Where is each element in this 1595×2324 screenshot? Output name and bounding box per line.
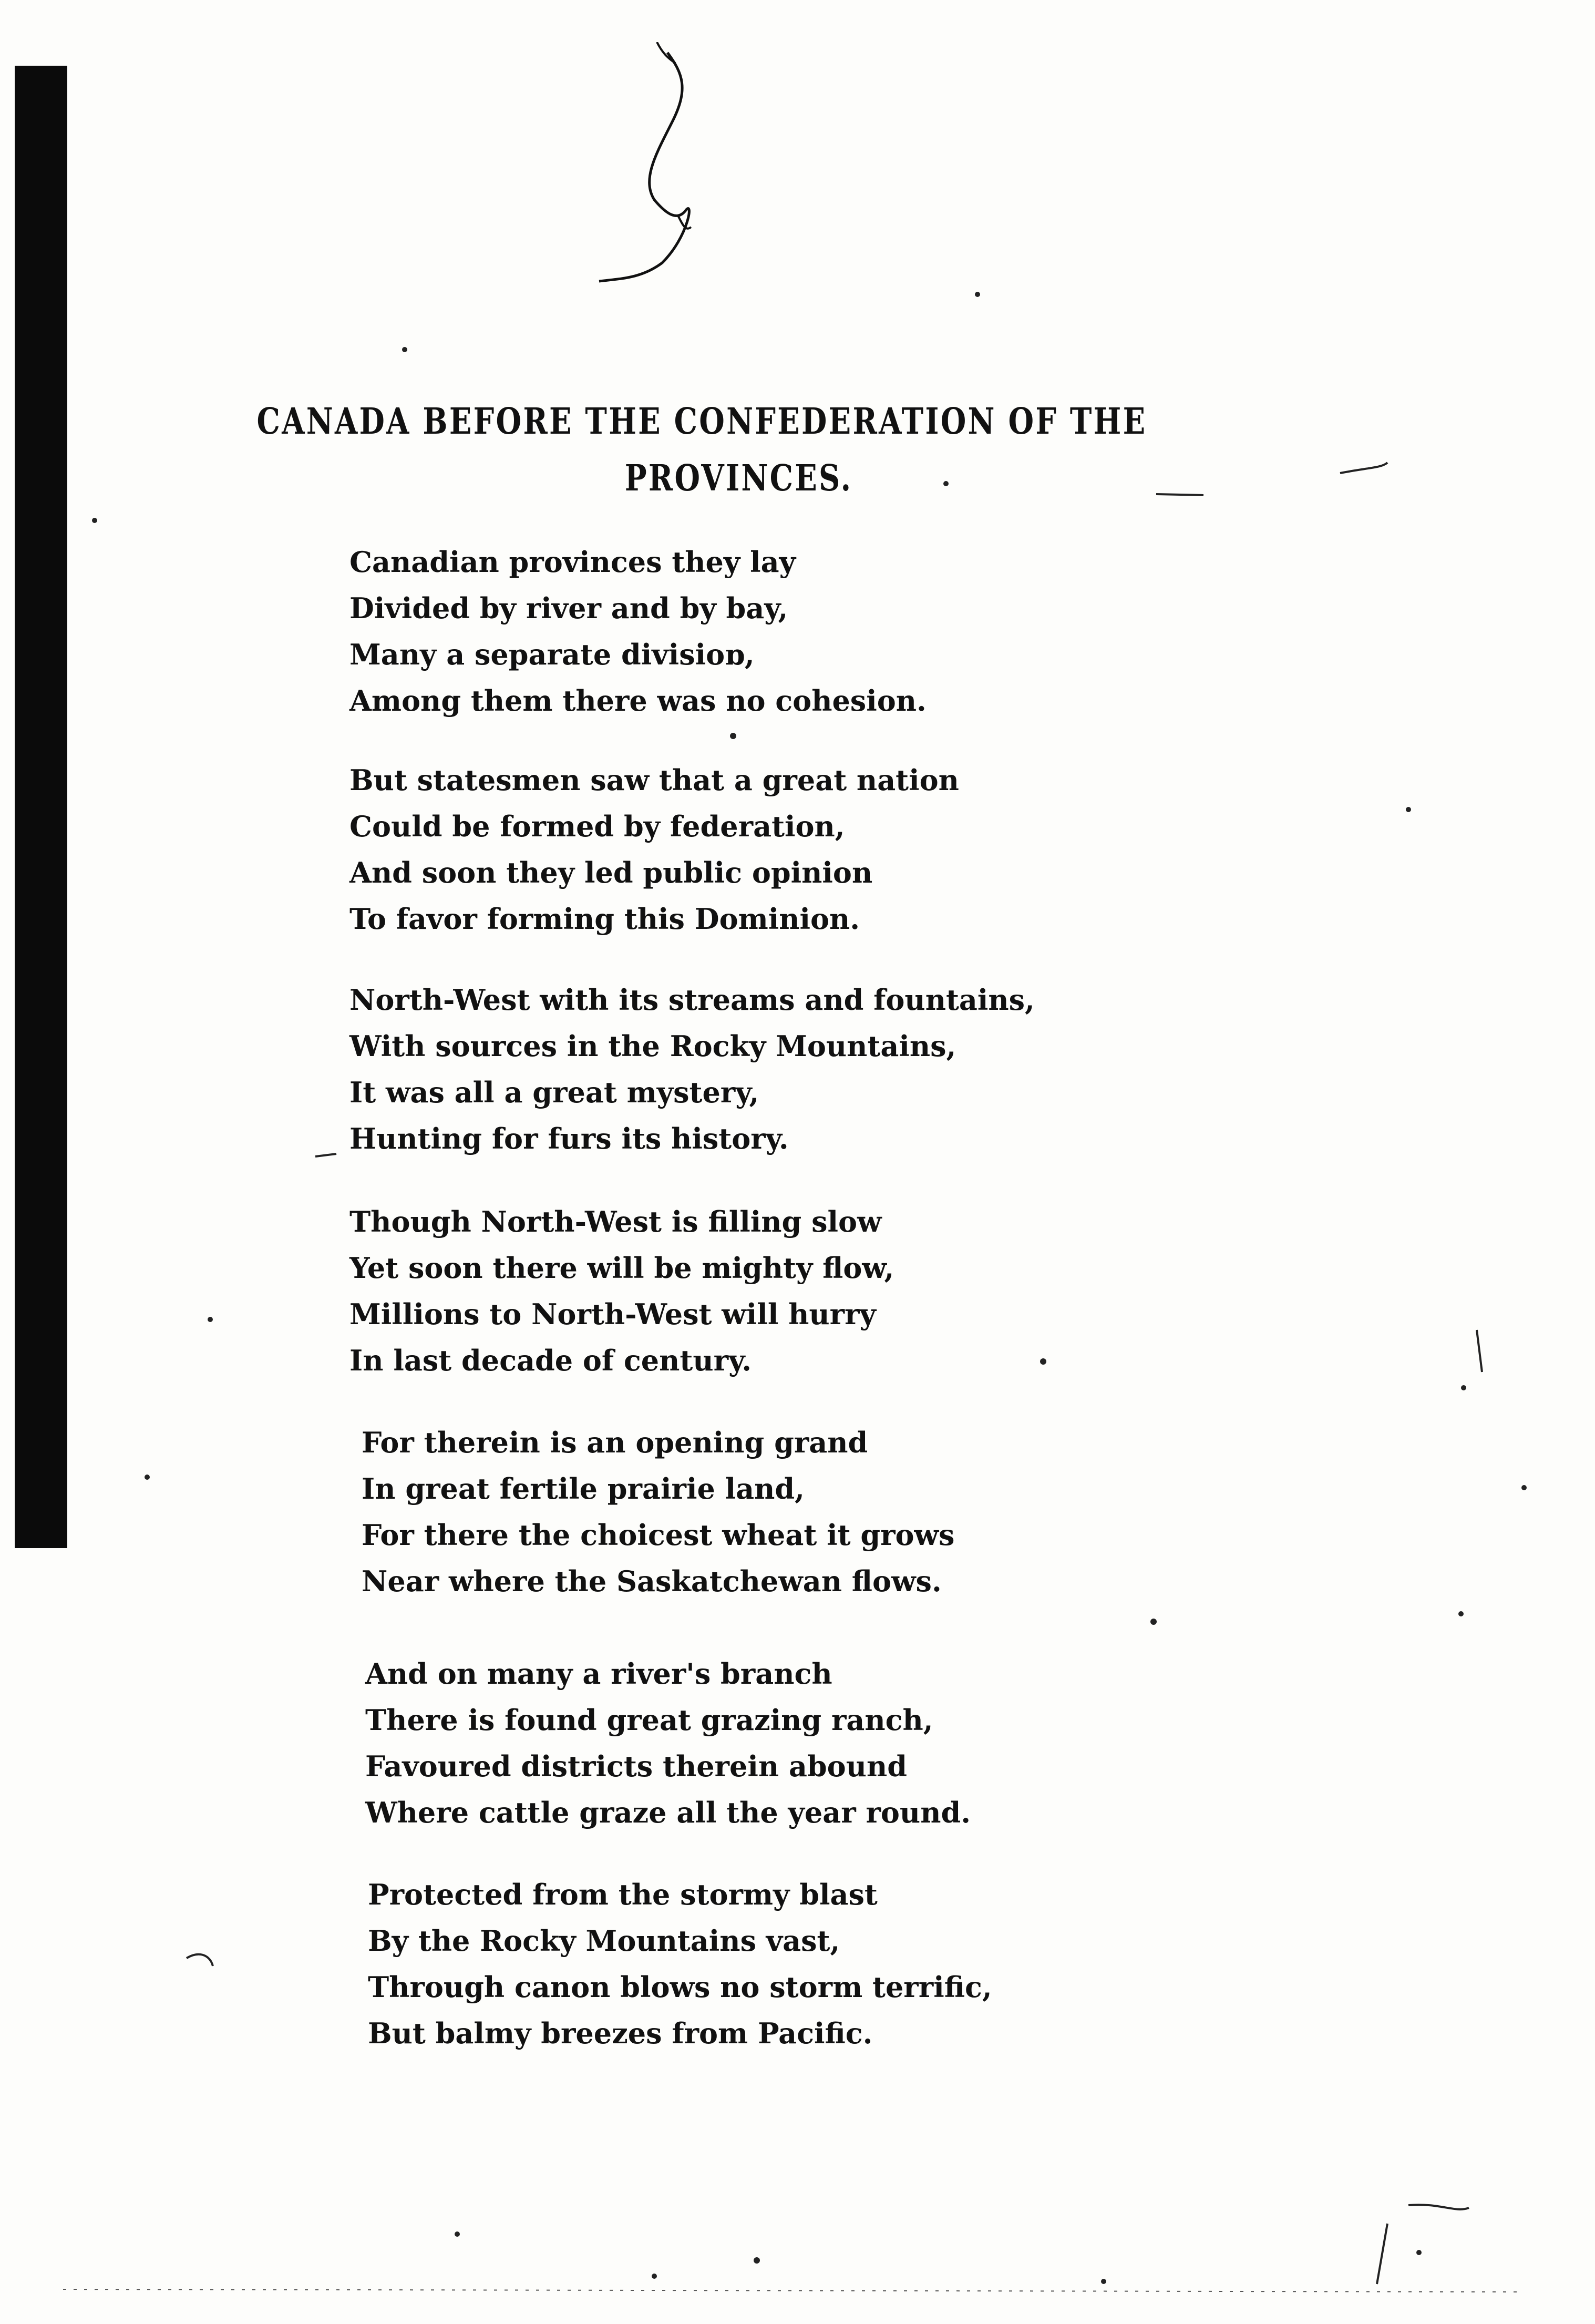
stanza	[368, 1871, 1104, 2056]
verse-line: By the Rocky Mountains vast,	[368, 1924, 840, 1958]
verse-line: Divided by river and by bay,	[349, 591, 788, 625]
stanza	[349, 757, 1085, 942]
verse-line: Could be formed by federation,	[349, 810, 845, 843]
verse-line: To favor forming this Dominion.	[349, 902, 860, 936]
verse-line: It was all a great mystery,	[349, 1076, 759, 1109]
verse-line: In last decade of century.	[349, 1344, 752, 1377]
verse-line: But balmy breezes from Pacific.	[368, 2016, 873, 2050]
verse-line: North-West with its streams and fountains,	[349, 983, 1035, 1017]
verse-line: Though North-West is filling slow	[349, 1205, 882, 1238]
verse-line: Through canon blows no storm terrific,	[368, 1970, 992, 2004]
verse-line: Favoured districts therein abound	[365, 1749, 907, 1783]
title-line-2: PROVINCES.	[624, 457, 853, 499]
verse-line: Canadian provinces they lay	[349, 545, 796, 579]
verse-line: Many a separate divisioɒ,	[349, 638, 755, 671]
verse-line: In great fertile prairie land,	[362, 1472, 805, 1506]
verse-line: And soon they led public opinion	[349, 856, 873, 889]
stanza	[349, 1199, 1085, 1384]
verse-line: Among them there was no cohesion.	[349, 684, 927, 718]
verse-line: With sources in the Rocky Mountains,	[349, 1029, 956, 1063]
verse-line: For therein is an opening grand	[362, 1426, 868, 1459]
stanza	[349, 977, 1085, 1162]
verse-line: There is found great grazing ranch,	[365, 1703, 933, 1737]
verse-line: But statesmen saw that a great nation	[349, 763, 959, 797]
verse-line: Near where the Saskatchewan flows.	[362, 1564, 942, 1598]
verse-line: Where cattle graze all the year round.	[365, 1796, 971, 1829]
stanza	[365, 1651, 1101, 1836]
verse-line: And on many a river's branch	[365, 1657, 832, 1691]
title-line-1: CANADA BEFORE THE CONFEDERATION OF THE	[256, 401, 1147, 443]
stanza	[349, 539, 1085, 724]
verse-line: Yet soon there will be mighty flow,	[349, 1251, 894, 1285]
verse-line: Hunting for furs its history.	[349, 1122, 789, 1155]
verse-line: Millions to North-West will hurry	[349, 1297, 876, 1331]
stanza	[362, 1419, 1097, 1604]
verse-line: Protected from the stormy blast	[368, 1878, 878, 1911]
verse-line: For there the choicest wheat it grows	[362, 1518, 955, 1552]
